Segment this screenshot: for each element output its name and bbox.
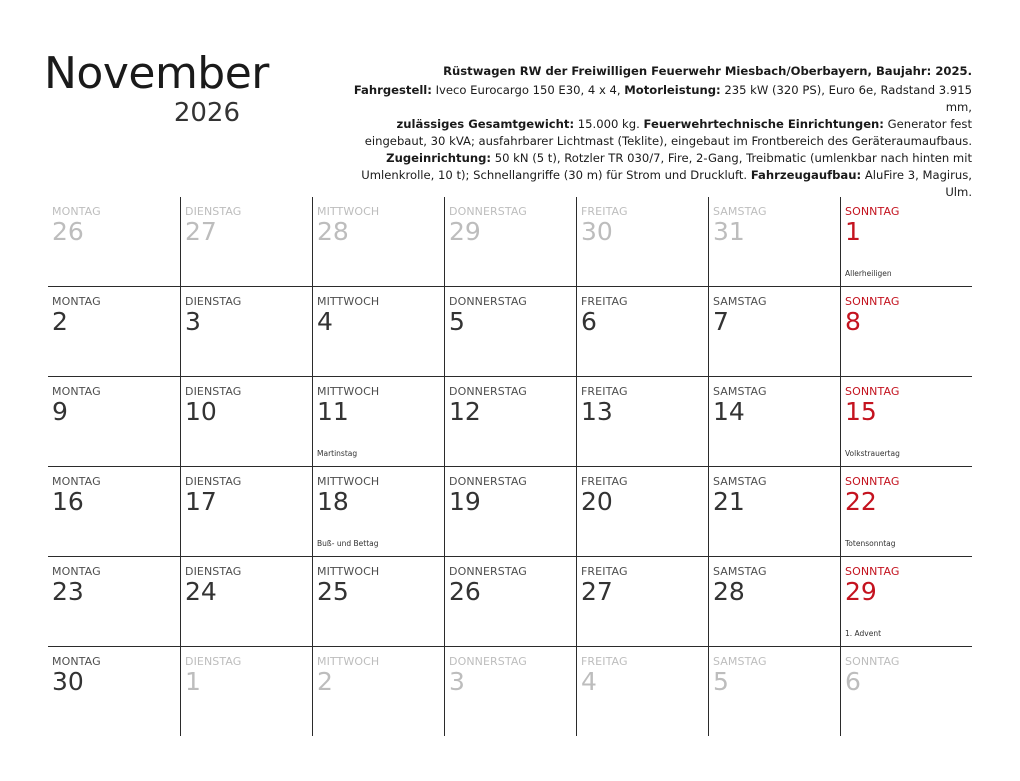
- day-number: 4: [581, 667, 597, 696]
- calendar-week-row: [48, 467, 972, 557]
- weekday-label: MITTWOCH: [317, 565, 380, 578]
- calendar-day-cell: [840, 467, 972, 556]
- detail-text: 235 kW (320 PS), Euro 6e, Radstand 3.915 mm,: [720, 83, 972, 114]
- day-number: 5: [713, 667, 729, 696]
- weekday-label: FREITAG: [581, 475, 628, 488]
- day-number: 6: [845, 667, 861, 696]
- detail-text: 15.000 kg.: [574, 117, 644, 131]
- day-number: 26: [449, 577, 481, 606]
- calendar-day-cell: [48, 557, 180, 646]
- day-number: 3: [449, 667, 465, 696]
- weekday-label: FREITAG: [581, 565, 628, 578]
- weekday-label: SAMSTAG: [713, 385, 767, 398]
- day-number: 7: [713, 307, 729, 336]
- day-number: 16: [52, 487, 84, 516]
- calendar-week-row: [48, 557, 972, 647]
- day-number: 18: [317, 487, 349, 516]
- calendar-day-cell: [444, 377, 576, 466]
- weekday-label: DONNERSTAG: [449, 655, 527, 668]
- day-number: 29: [845, 577, 877, 606]
- month-title: November: [44, 48, 269, 99]
- weekday-label: SAMSTAG: [713, 565, 767, 578]
- weekday-label: FREITAG: [581, 385, 628, 398]
- calendar-day-cell: [444, 197, 576, 286]
- calendar-day-cell: [180, 197, 312, 286]
- day-number: 9: [52, 397, 68, 426]
- calendar-day-cell: [708, 647, 840, 736]
- weekday-label: SAMSTAG: [713, 655, 767, 668]
- calendar-day-cell: [312, 647, 444, 736]
- calendar-day-cell: [180, 287, 312, 376]
- vehicle-title: Rüstwagen RW der Freiwilligen Feuerwehr Miesbach/Oberbayern, Baujahr: 2025.: [443, 64, 972, 78]
- calendar-day-cell: [180, 647, 312, 736]
- day-number: 28: [317, 217, 349, 246]
- day-number: 27: [185, 217, 217, 246]
- day-number: 28: [713, 577, 745, 606]
- holiday-label: 1. Advent: [845, 629, 882, 638]
- weekday-label: SONNTAG: [845, 565, 900, 578]
- calendar-week-row: [48, 377, 972, 467]
- year-title: 2026: [173, 98, 240, 128]
- weekday-label: MITTWOCH: [317, 205, 380, 218]
- weekday-label: DIENSTAG: [185, 565, 242, 578]
- day-number: 1: [185, 667, 201, 696]
- day-number: 15: [845, 397, 877, 426]
- calendar-day-cell: [708, 557, 840, 646]
- day-number: 17: [185, 487, 217, 516]
- calendar-day-cell: [708, 467, 840, 556]
- day-number: 13: [581, 397, 613, 426]
- weekday-label: SONNTAG: [845, 385, 900, 398]
- calendar-day-cell: [576, 197, 708, 286]
- calendar-day-cell: [576, 467, 708, 556]
- weekday-label: MONTAG: [52, 565, 101, 578]
- vehicle-description: [352, 63, 972, 201]
- day-number: 30: [52, 667, 84, 696]
- calendar-day-cell: [48, 377, 180, 466]
- weekday-label: DIENSTAG: [185, 205, 242, 218]
- day-number: 2: [52, 307, 68, 336]
- calendar-day-cell: [312, 197, 444, 286]
- detail-label: zulässiges Gesamtgewicht:: [396, 117, 575, 131]
- calendar-day-cell: [444, 557, 576, 646]
- calendar-day-cell: [48, 287, 180, 376]
- day-number: 1: [845, 217, 861, 246]
- calendar-week-row: [48, 647, 972, 736]
- weekday-label: SONNTAG: [845, 205, 900, 218]
- day-number: 31: [713, 217, 745, 246]
- calendar-day-cell: [708, 377, 840, 466]
- day-number: 23: [52, 577, 84, 606]
- weekday-label: DONNERSTAG: [449, 295, 527, 308]
- weekday-label: SAMSTAG: [713, 295, 767, 308]
- day-number: 8: [845, 307, 861, 336]
- calendar-week-row: [48, 197, 972, 287]
- holiday-label: Allerheiligen: [845, 269, 892, 278]
- detail-text: Iveco Eurocargo 150 E30, 4 x 4,: [431, 83, 625, 97]
- calendar-day-cell: [48, 647, 180, 736]
- calendar-day-cell: [708, 197, 840, 286]
- day-number: 27: [581, 577, 613, 606]
- weekday-label: DIENSTAG: [185, 655, 242, 668]
- weekday-label: FREITAG: [581, 295, 628, 308]
- day-number: 5: [449, 307, 465, 336]
- weekday-label: DONNERSTAG: [449, 205, 527, 218]
- weekday-label: DIENSTAG: [185, 295, 242, 308]
- day-number: 29: [449, 217, 481, 246]
- holiday-label: Buß- und Bettag: [317, 539, 379, 548]
- weekday-label: FREITAG: [581, 655, 628, 668]
- weekday-label: MITTWOCH: [317, 295, 380, 308]
- weekday-label: MONTAG: [52, 295, 101, 308]
- calendar-day-cell: [444, 647, 576, 736]
- day-number: 19: [449, 487, 481, 516]
- weekday-label: FREITAG: [581, 205, 628, 218]
- day-number: 3: [185, 307, 201, 336]
- day-number: 22: [845, 487, 877, 516]
- day-number: 20: [581, 487, 613, 516]
- calendar-day-cell: [312, 557, 444, 646]
- day-number: 24: [185, 577, 217, 606]
- weekday-label: SAMSTAG: [713, 475, 767, 488]
- calendar-day-cell: [312, 287, 444, 376]
- day-number: 6: [581, 307, 597, 336]
- day-number: 4: [317, 307, 333, 336]
- detail-label: Fahrzeugaufbau:: [750, 168, 862, 182]
- calendar-day-cell: [180, 557, 312, 646]
- detail-label: Fahrgestell:: [353, 83, 432, 97]
- calendar-day-cell: [444, 287, 576, 376]
- day-number: 14: [713, 397, 745, 426]
- detail-label: Feuerwehrtechnische Einrichtungen:: [643, 117, 884, 131]
- calendar-day-cell: [708, 287, 840, 376]
- day-number: 25: [317, 577, 349, 606]
- weekday-label: MITTWOCH: [317, 655, 380, 668]
- holiday-label: Totensonntag: [845, 539, 896, 548]
- day-number: 2: [317, 667, 333, 696]
- weekday-label: MONTAG: [52, 655, 101, 668]
- calendar-day-cell: [840, 557, 972, 646]
- detail-label: Zugeinrichtung:: [386, 151, 492, 165]
- calendar-day-cell: [312, 377, 444, 466]
- calendar-week-row: [48, 287, 972, 377]
- calendar-day-cell: [576, 647, 708, 736]
- weekday-label: DONNERSTAG: [449, 385, 527, 398]
- holiday-label: Martinstag: [317, 449, 358, 458]
- calendar-day-cell: [576, 377, 708, 466]
- calendar-day-cell: [48, 467, 180, 556]
- detail-text: 50 kN (5 t), Rotzler TR 030/7, Fire, 2-Gang, Treibmatic (umlenkbar nach hinten mit Umlenkrolle, 10 t); Schnellangriffe (30 m) für Strom und Druckluft.: [361, 151, 972, 182]
- calendar-day-cell: [180, 377, 312, 466]
- calendar-day-cell: [312, 467, 444, 556]
- weekday-label: MITTWOCH: [317, 385, 380, 398]
- detail-label: Motorleistung:: [624, 83, 721, 97]
- weekday-label: DIENSTAG: [185, 385, 242, 398]
- weekday-label: SONNTAG: [845, 475, 900, 488]
- calendar-day-cell: [840, 377, 972, 466]
- day-number: 10: [185, 397, 217, 426]
- detail-text: AluFire 3, Magirus, Ulm.: [861, 168, 972, 199]
- calendar-day-cell: [840, 647, 972, 736]
- calendar-day-cell: [576, 287, 708, 376]
- weekday-label: DONNERSTAG: [449, 475, 527, 488]
- day-number: 21: [713, 487, 745, 516]
- calendar-day-cell: [444, 467, 576, 556]
- day-number: 12: [449, 397, 481, 426]
- weekday-label: SAMSTAG: [713, 205, 767, 218]
- detail-text: Generator fest eingebaut, 30 kVA; ausfahrbarer Lichtmast (Teklite), eingebaut im Frontbereich des Geräteraumaufbaus.: [364, 117, 972, 148]
- calendar-grid: [48, 197, 972, 736]
- calendar-day-cell: [576, 557, 708, 646]
- calendar-day-cell: [48, 197, 180, 286]
- weekday-label: SONNTAG: [845, 655, 900, 668]
- weekday-label: DONNERSTAG: [449, 565, 527, 578]
- calendar-day-cell: [840, 197, 972, 286]
- vehicle-details: [352, 82, 972, 201]
- day-number: 30: [581, 217, 613, 246]
- weekday-label: DIENSTAG: [185, 475, 242, 488]
- day-number: 11: [317, 397, 349, 426]
- weekday-label: SONNTAG: [845, 295, 900, 308]
- holiday-label: Volkstrauertag: [845, 449, 900, 458]
- calendar-day-cell: [840, 287, 972, 376]
- calendar-day-cell: [180, 467, 312, 556]
- weekday-label: MITTWOCH: [317, 475, 380, 488]
- day-number: 26: [52, 217, 84, 246]
- weekday-label: MONTAG: [52, 205, 101, 218]
- weekday-label: MONTAG: [52, 385, 101, 398]
- weekday-label: MONTAG: [52, 475, 101, 488]
